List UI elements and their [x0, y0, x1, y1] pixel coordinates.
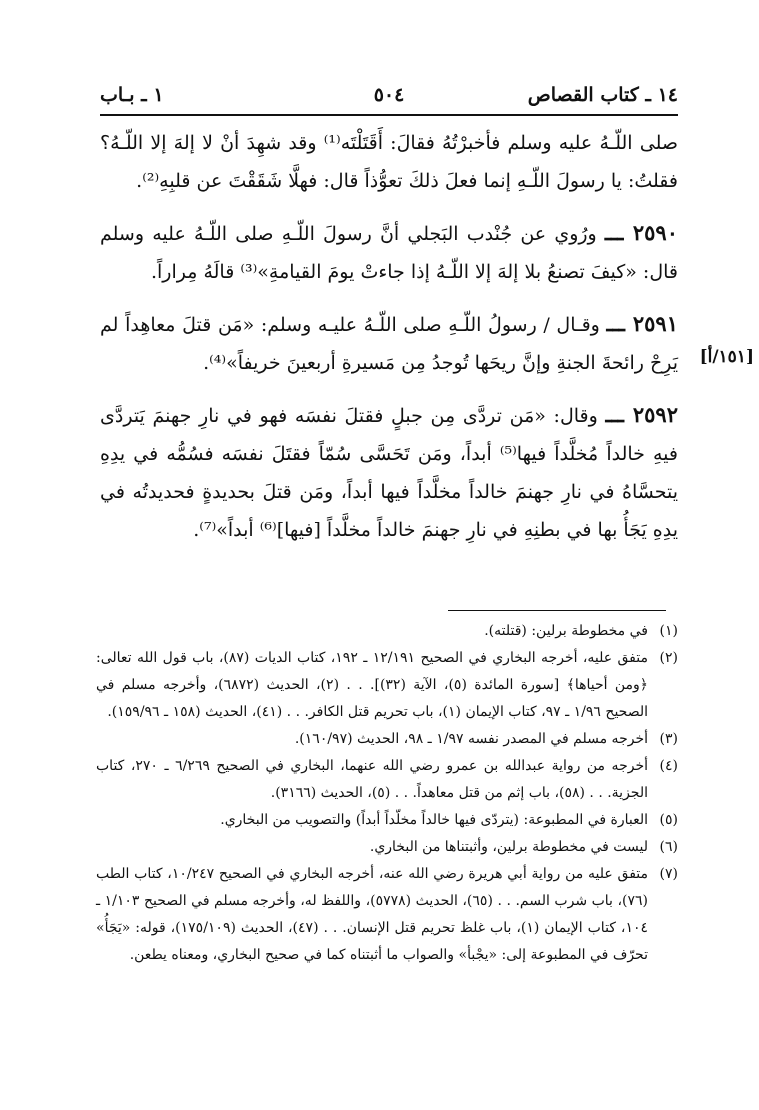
footnote-text: متفق عليه، أخرجه البخاري في الصحيح ١٢/١٩١ ـ ١٩٢، كتاب الديات (٨٧)، باب قول الله تعالى: ﴿ومن أحياها﴾ [سورة المائدة (٥)، الآية (٣٢)]. . . (٢)، الحديث (٦٨٧٢)، وأخرجه مسلم في الصحيح ١/٩٦ ـ ٩٧، كتاب الإيمان (١)، باب تحريم قتل الكافر. . . (٤١)، الحديث (١٥٨ ـ ١٥٩/٩٦).	[96, 650, 649, 720]
paragraph	[100, 124, 678, 200]
hadith-2590	[100, 214, 678, 291]
footnote-text: أخرجه مسلم في المصدر نفسه ١/٩٧ ـ ٩٨، الحديث (١٦٠/٩٧).	[294, 731, 648, 747]
hadith-number: ٢٥٩٠ ـــ	[604, 220, 678, 245]
footnote-text: العبارة في المطبوعة: (يتردّى فيها خالداً مخلّداً أبداً) والتصويب من البخاري.	[220, 812, 648, 828]
running-header	[100, 82, 678, 116]
footnote-text: متفق عليه من رواية أبي هريرة رضي الله عنه، أخرجه البخاري في الصحيح ١٠/٢٤٧، كتاب الطب (٧٦)، باب شرب السم. . . (٦٥)، الحديث (٥٧٧٨)، واللفظ له، وأخرجه مسلم في الصحيح ١/١٠٣ ـ ١٠٤، كتاب الإيمان (١)، باب غلظ تحريم قتل الإنسان. . . (٤٧)، الحديث (١٧٥/١٠٩)، قوله: «يَجَأُ» تحرّف في المطبوعة إلى: «يجْبأ» والصواب ما أثبتناه كما في صحيح البخاري، ومعناه يطعن.	[96, 866, 649, 963]
footnote-number: (٧)	[659, 866, 678, 882]
book-title: ١٤ ـ كتاب القصاص	[527, 84, 678, 106]
footnotes	[96, 618, 678, 969]
hadith-number: ٢٥٩٢ ـــ	[605, 402, 678, 427]
footnote	[96, 645, 678, 726]
footnote	[96, 726, 678, 753]
paragraph-text: وقال: «مَن تردَّى مِن جبلٍ فقتلَ نفسَه فهو في نارِ جهنمَ يَتردَّى فيهِ خالداً مُخلَّداً فيها⁽⁵⁾ أبداً، ومَن تَحَسَّى سُمّاً فقتَلَ نفسَه فسُمُّه في يدِهِ يتحسَّاهُ في نارِ جهنمَ خالداً مخلَّداً فيها أبداً، ومَن قتلَ بحديدةٍ فحديدتُه في يدِهِ يَجَأُ بها في بطنِهِ في نارِ جهنمَ خالداً مخلَّداً [فيها]⁽⁶⁾ أبداً»⁽⁷⁾.	[100, 405, 678, 541]
footnote-separator	[448, 610, 666, 611]
footnote	[96, 807, 678, 834]
chapter-title: ١ ـ بـاب	[100, 84, 164, 106]
paragraph-text: وقـال / رسولُ اللّـهِ صلى اللّـهُ عليـه وسلم: «مَن قتلَ معاهِداً لم يَرِحْ رائحةَ الجنةِ وإنَّ ريحَها تُوجدُ مِن مَسيرةِ أربعينَ خريفاً»⁽⁴⁾.	[100, 314, 678, 374]
footnote-number: (١)	[659, 623, 678, 639]
footnote-text: ليست في مخطوطة برلين، وأثبتناها من البخاري.	[369, 839, 648, 855]
footnote-text: أخرجه من رواية عبدالله بن عمرو رضي الله عنهما، البخاري في الصحيح ٦/٢٦٩ ـ ٢٧٠، كتاب الجزية. . . (٥٨)، باب إثم من قتل معاهداً. . . (٥)، الحديث (٣١٦٦).	[96, 758, 648, 801]
footnote	[96, 618, 678, 645]
paragraph-text: ورُوي عن جُنْدب البَجلي أنَّ رسولَ اللّـهِ صلى اللّـهُ عليه وسلم قال: «كيفَ تصنعُ بلا إلهَ إلا اللّـهُ إذا جاءتْ يومَ القيامةِ»⁽³⁾ قالَهُ مِراراً.	[100, 223, 678, 283]
footnote-number: (٣)	[659, 731, 678, 747]
footnote	[96, 861, 678, 969]
footnote-number: (٤)	[659, 758, 678, 774]
hadith-2591	[100, 305, 678, 382]
footnote	[96, 753, 678, 807]
footnote	[96, 834, 678, 861]
hadith-2592	[100, 396, 678, 549]
footnote-number: (٥)	[659, 812, 678, 828]
paragraph-text: صلى اللّـهُ عليه وسلم فأخبرْتُهُ فقالَ: أَقَتَلْتَه⁽¹⁾ وقد شهِدَ أنْ لا إلهَ إلا اللّـهُ؟ فقلتُ: يا رسولَ اللّـهِ إنما فعلَ ذلكَ تعوُّذاً قال: فهلَّا شَقَقْتَ عن قلبِهِ⁽²⁾.	[100, 132, 678, 192]
main-text	[100, 124, 678, 549]
manuscript-folio-ref: [١٥١/أ]	[699, 347, 754, 367]
footnote-number: (٦)	[659, 839, 678, 855]
hadith-number: ٢٥٩١ ـــ	[606, 311, 678, 336]
footnote-text: في مخطوطة برلين: (قتلته).	[484, 623, 648, 639]
footnote-number: (٢)	[659, 650, 678, 666]
page-number: ٥٠٤	[373, 84, 405, 106]
